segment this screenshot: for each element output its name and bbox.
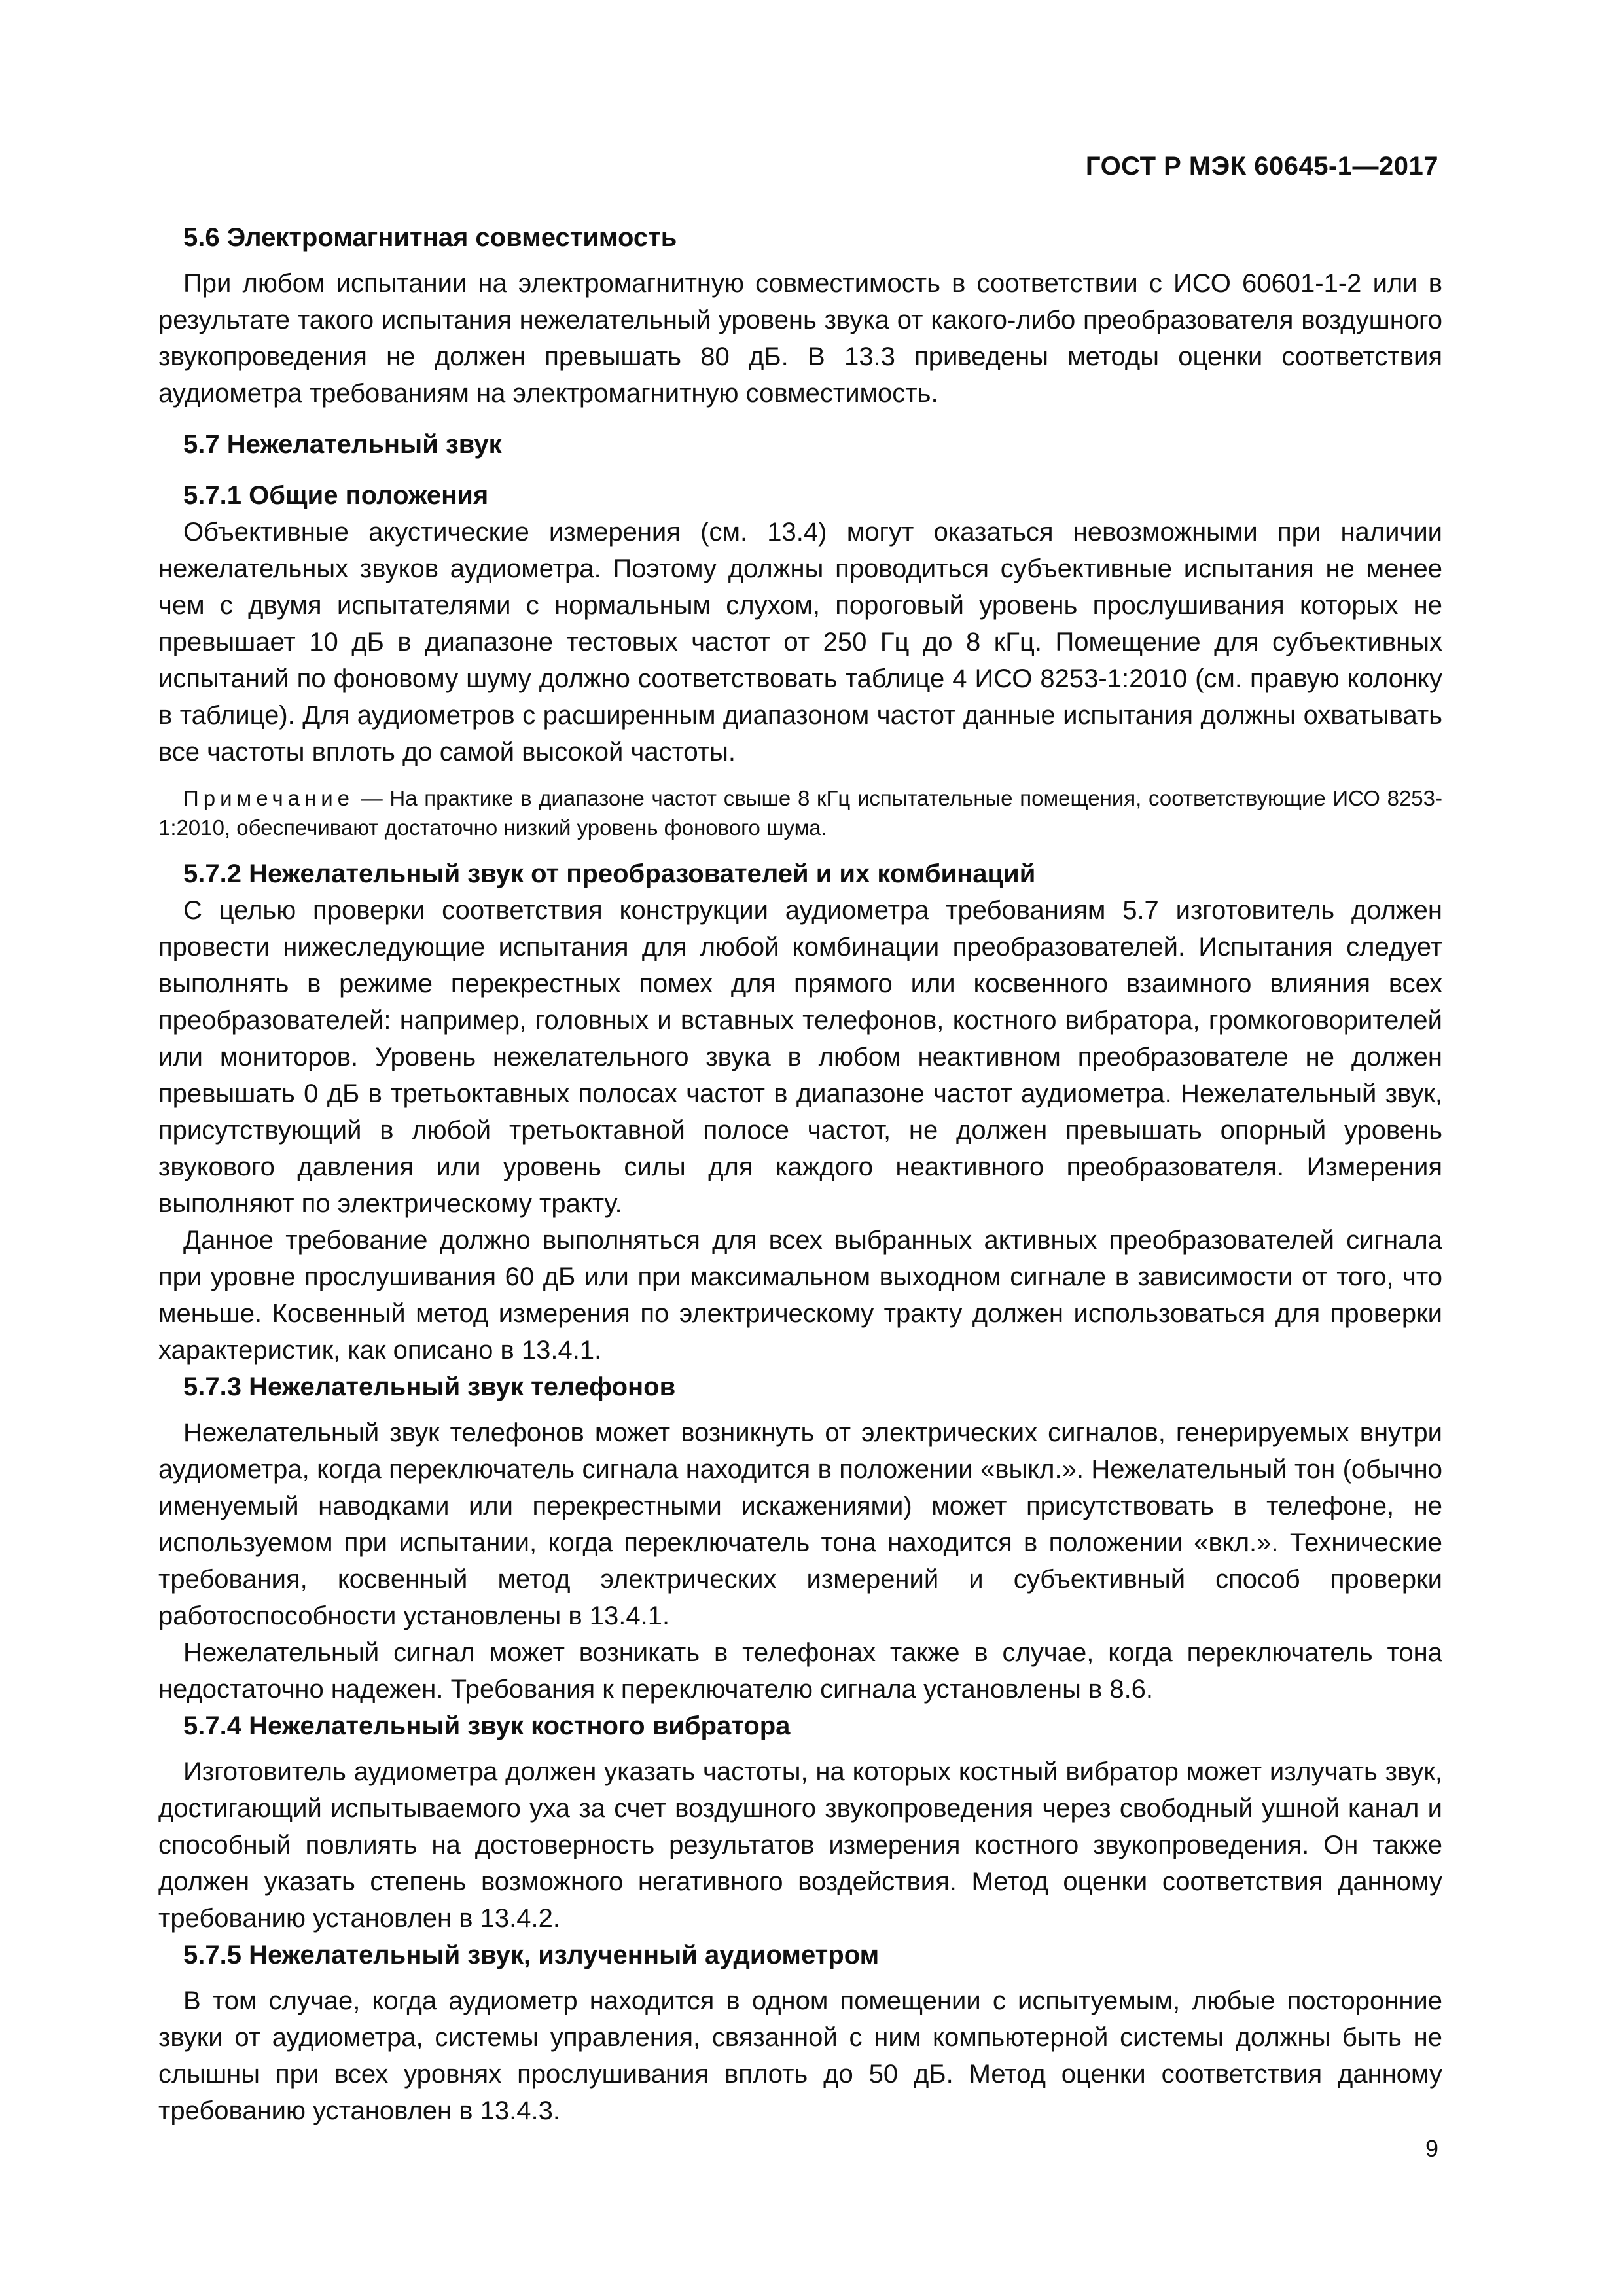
- section-5-6-paragraph: При любом испытании на электромагнитную совместимость в соответствии с ИСО 60601-1-2 или в результате такого испытания нежелательный уровень звука от какого-либо преобразователя воздушного звукопроведения не должен превышать 80 дБ. В 13.3 приведены методы оценки соответствия аудиометра требованиям на электромагнитную совместимость.: [158, 269, 1442, 408]
- section-5-7-5-heading: 5.7.5 Нежелательный звук, излученный аудиометром: [183, 1941, 880, 1969]
- section-5-7-3-heading: 5.7.3 Нежелательный звук телефонов: [183, 1372, 676, 1401]
- section-5-7-5-paragraph: В том случае, когда аудиометр находится в одном помещении с испытуемым, любые посторонние звуки от аудиометра, системы управления, связанной с ним компьютерной системы должны быть не слышны при всех уровнях прослушивания вплоть до 50 дБ. Метод оценки соответствия данному требованию установлен в 13.4.3.: [158, 1986, 1442, 2125]
- section-5-7-1-heading: 5.7.1 Общие положения: [183, 481, 489, 510]
- section-5-7-2-paragraph-2: Данное требование должно выполняться для всех выбранных активных преобразователей сигнала при уровне прослушивания 60 дБ или при максимальном выходном сигнале в зависимости от того, что меньше. Косвенный метод измерения по электрическому тракту должен использоваться для проверки характеристик, как описано в 13.4.1.: [158, 1226, 1442, 1365]
- section-5-7-4-paragraph: Изготовитель аудиометра должен указать частоты, на которых костный вибратор может излучать звук, достигающий испытываемого уха за счет воздушного звукопроведения через свободный ушной канал и способный повлиять на достоверность результатов измерения костного звукопроведения. Он также должен указать степень возможного негативного воздействия. Метод оценки соответствия данному требованию установлен в 13.4.2.: [158, 1757, 1442, 1933]
- section-5-6-heading: 5.6 Электромагнитная совместимость: [183, 223, 677, 252]
- section-5-7-2-heading: 5.7.2 Нежелательный звук от преобразователей и их комбинаций: [183, 859, 1036, 888]
- section-5-7-heading: 5.7 Нежелательный звук: [183, 430, 502, 459]
- page-content: [158, 219, 1442, 2129]
- note-label: Примечание: [183, 786, 355, 810]
- section-5-7-4-heading: 5.7.4 Нежелательный звук костного вибратора: [183, 1712, 791, 1740]
- section-5-7-3-paragraph-2: Нежелательный сигнал может возникать в телефонах также в случае, когда переключатель тона недостаточно надежен. Требования к переключателю сигнала установлены в 8.6.: [158, 1638, 1442, 1704]
- note-text: — На практике в диапазоне частот свыше 8 кГц испытательные помещения, соответствующие ИСО 8253-1:2010, обеспечивают достаточно низкий уровень фонового шума.: [158, 786, 1442, 840]
- page-number: 9: [1425, 2135, 1438, 2162]
- section-5-7-1-paragraph: Объективные акустические измерения (см. 13.4) могут оказаться невозможными при наличии нежелательных звуков аудиометра. Поэтому должны проводиться субъективные испытания не менее чем с двумя испытателями с нормальным слухом, пороговый уровень прослушивания которых не превышает 10 дБ в диапазоне тестовых частот от 250 Гц до 8 кГц. Помещение для субъективных испытаний по фоновому шуму должно соответствовать таблице 4 ИСО 8253-1:2010 (см. правую колонку в таблице). Для аудиометров с расширенным диапазоном частот данные испытания должны охватывать все частоты вплоть до самой высокой частоты.: [158, 518, 1442, 766]
- section-5-7-2-paragraph-1: С целью проверки соответствия конструкции аудиометра требованиям 5.7 изготовитель должен провести нижеследующие испытания для любой комбинации преобразователей. Испытания следует выполнять в режиме перекрестных помех для прямого или косвенного взаимного влияния всех преобразователей: например, головных и вставных телефонов, костного вибратора, громкоговорителей или мониторов. Уровень нежелательного звука в любом неактивном преобразователе не должен превышать 0 дБ в третьоктавных полосах частот в диапазоне частот аудиометра. Нежелательный звук, присутствующий в любой третьоктавной полосе частот, не должен превышать опорный уровень звукового давления или уровень силы для каждого неактивного преобразователя. Измерения выполняют по электрическому тракту.: [158, 896, 1442, 1218]
- document-identifier: ГОСТ Р МЭК 60645-1—2017: [1085, 152, 1438, 181]
- section-5-7-1-note: [158, 783, 1442, 842]
- section-5-7-3-paragraph-1: Нежелательный звук телефонов может возникнуть от электрических сигналов, генерируемых внутри аудиометра, когда переключатель сигнала находится в положении «выкл.». Нежелательный тон (обычно именуемый наводками или перекрестными искажениями) может присутствовать в телефоне, не используемом при испытании, когда переключатель тона находится в положении «вкл.». Технические требования, косвенный метод электрических измерений и субъективный способ проверки работоспособности установлены в 13.4.1.: [158, 1418, 1442, 1630]
